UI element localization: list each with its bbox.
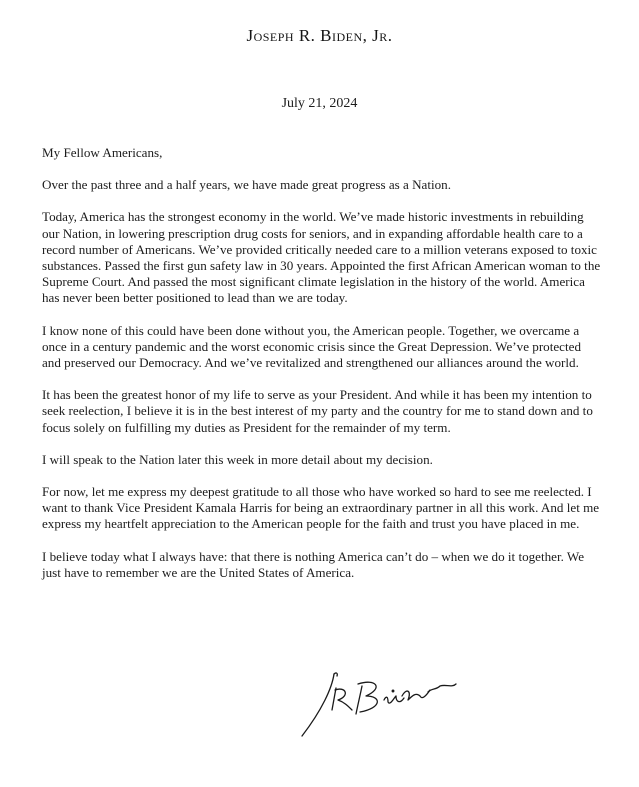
signature-drawing [296,666,476,746]
paragraph-6: For now, let me express my deepest gratitude to all those who have worked so hard to see me reelected. I want to thank Vice President Kamala Harris for being an extraordinary partner in all this work. And let me express my heartfelt appreciation to the American people for the faith and trust you have placed in me. [42,484,600,532]
paragraph-5: I will speak to the Nation later this week in more detail about my decision. [42,451,433,467]
letterhead: Joseph R. Biden, Jr. [246,26,393,45]
paragraph-4: It has been the greatest honor of my life to serve as your President. And while it has been my intention to seek reelection, I believe it is in the best interest of my party and the country for me to stand down and to focus solely on fulfilling my duties as President for the remainder of my term. [42,387,593,435]
paragraph-2: Today, America has the strongest economy in the world. We’ve made historic investments in rebuilding our Nation, in lowering prescription drug costs for seniors, and in expanding affordable health care to a record number of Americans. We’ve provided critically needed care to a million veterans exposed to toxic substances. Passed the first gun safety law in 30 years. Appointed the first African American woman to the Supreme Court. And passed the most significant climate legislation in the history of the world. America has never been better positioned to lead than we are today. [42,209,601,306]
handwritten-signature [296,666,476,746]
letter-body [42,145,602,597]
salutation: My Fellow Americans, [42,145,163,160]
paragraph-3: I know none of this could have been done without you, the American people. Together, we overcame a once in a century pandemic and the worst economic crisis since the Great Depression. We’ve protected and preserved our Democracy. And we’ve revitalized and strengthened our alliances around the world. [42,322,581,371]
letter-date: July 21, 2024 [281,96,358,111]
paragraph-7: I believe today what I always have: that there is nothing America can’t do – when we do it together. We just have to remember we are the United States of America. [42,548,585,580]
paragraph-1: Over the past three and a half years, we have made great progress as a Nation. [42,177,452,193]
